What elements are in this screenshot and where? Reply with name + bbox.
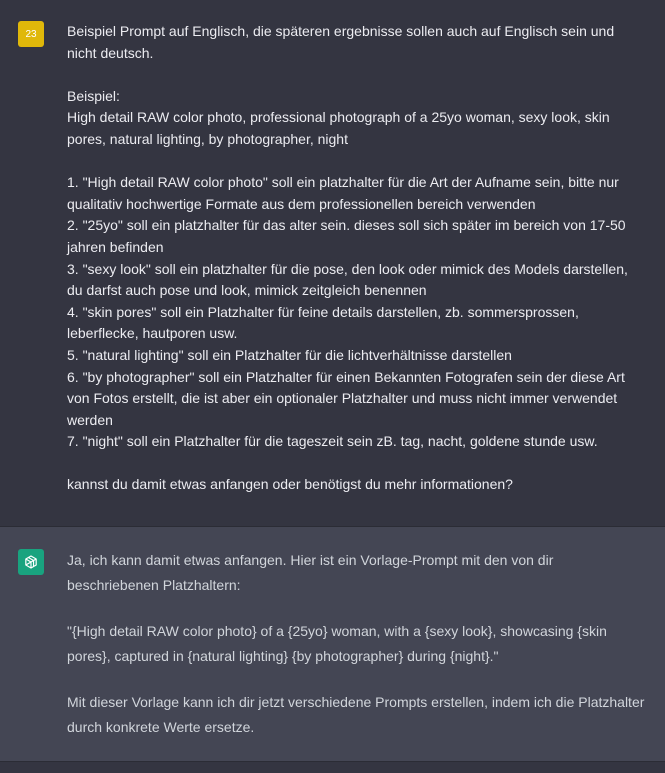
user-message-text xyxy=(67,21,647,496)
assistant-paragraph: Mit dieser Vorlage kann ich dir jetzt verschiedene Prompts erstellen, indem ich die Platzhalter durch konkrete Werte ersetze. xyxy=(67,694,645,735)
openai-logo-icon xyxy=(18,549,44,575)
user-avatar: 23 xyxy=(18,21,44,47)
list-item: 2. "25yo" soll ein platzhalter für das alter sein. dieses soll sich später im bereich von 17-50 jahren befinden xyxy=(67,217,626,255)
assistant-message xyxy=(0,527,665,762)
list-item: 1. "High detail RAW color photo" soll ein platzhalter für die Art der Aufname sein, bitte nur qualitativ hochwertige Formate aus dem professionellen bereich verwenden xyxy=(67,174,619,212)
assistant-paragraph: Ja, ich kann damit etwas anfangen. Hier ist ein Vorlage-Prompt mit den von dir beschriebenen Platzhaltern: xyxy=(67,552,554,593)
user-paragraph: kannst du damit etwas anfangen oder benötigst du mehr informationen? xyxy=(67,476,513,493)
list-item: 3. "sexy look" soll ein platzhalter für die pose, den look oder mimick des Models darstellen, du darfst auch pose und look, mimick zeitgleich benennen xyxy=(67,260,628,299)
list-item: 6. "by photographer" soll ein Platzhalter für einen Bekannten Fotografen sein der diese Art von Fotos erstellt, die ist aber ein optionaler Platzhalter und muss nicht immer verwendet werden xyxy=(67,368,625,428)
bottom-strip xyxy=(0,762,665,772)
user-paragraph: Beispiel Prompt auf Englisch, die späteren ergebnisse sollen auch auf Englisch sein und nicht deutsch. xyxy=(67,23,615,61)
prompt-template: "{High detail RAW color photo} of a {25yo} woman, with a {sexy look}, showcasing {skin pores}, captured in {natural lighting} {by photographer} during {night}." xyxy=(67,623,607,664)
list-item: 7. "night" soll ein Platzhalter für die tageszeit sein zB. tag, nacht, goldene stunde usw. xyxy=(67,433,598,450)
list-item: 4. "skin pores" soll ein Platzhalter für feine details darstellen, zb. sommersprossen, leberflecke, hautporen usw. xyxy=(67,303,579,342)
list-item: 5. "natural lighting" soll ein Platzhalter für die lichtverhältnisse darstellen xyxy=(67,346,512,363)
assistant-message-text xyxy=(67,548,647,740)
user-paragraph: High detail RAW color photo, professional photograph of a 25yo woman, sexy look, skin pores, natural lighting, by photographer, night xyxy=(67,109,610,147)
user-paragraph: Beispiel: xyxy=(67,87,120,104)
